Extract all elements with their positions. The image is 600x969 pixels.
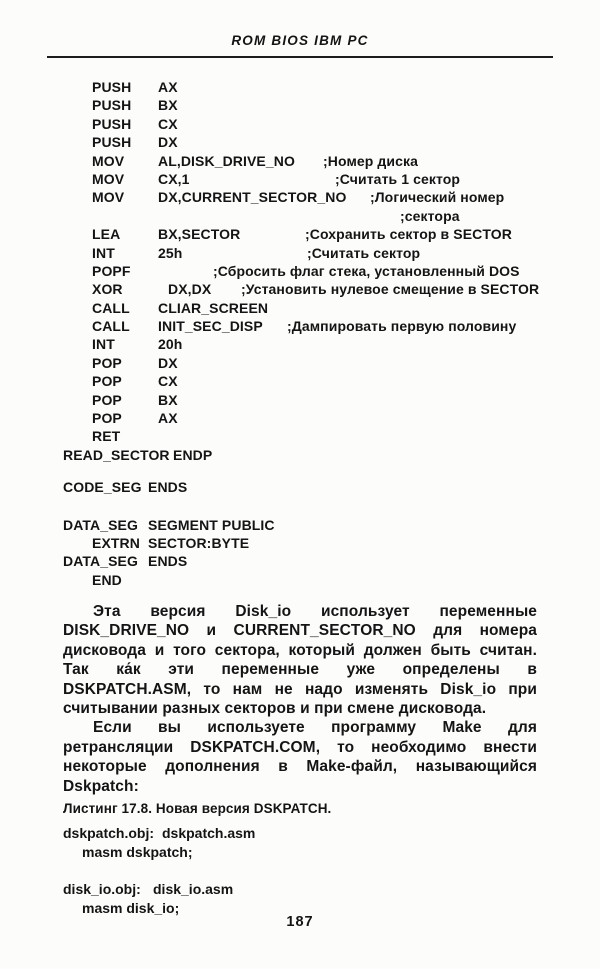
assembler-mnemonic: PUSH <box>92 97 132 114</box>
make-command: masm dskpatch; <box>82 844 193 860</box>
make-target: disk_io.obj: <box>63 881 141 897</box>
code-line <box>63 427 563 445</box>
code-line <box>63 115 563 133</box>
code-line <box>63 534 563 552</box>
assembler-directive: END <box>92 571 122 588</box>
makefile-listing <box>63 824 537 918</box>
page-number: 187 <box>286 914 314 930</box>
make-rule-line <box>63 824 537 843</box>
assembler-mnemonic: LEA <box>92 226 121 243</box>
body-text <box>63 602 537 796</box>
assembler-mnemonic: MOV <box>92 170 125 187</box>
assembler-mnemonic: POP <box>92 354 122 371</box>
assembler-directive: ENDP <box>173 446 213 463</box>
code-line <box>63 391 563 409</box>
code-line <box>63 152 563 170</box>
code-line <box>63 446 563 464</box>
segment-label: DATA_SEG <box>63 553 138 570</box>
code-line <box>63 335 563 353</box>
paragraph-line: Эта версия Disk_io использует переменные <box>93 603 537 620</box>
code-line <box>63 354 563 372</box>
assembler-mnemonic: XOR <box>92 281 123 298</box>
assembler-operand: BX,SECTOR <box>158 226 241 243</box>
assembler-operand: CX <box>158 373 178 390</box>
code-line <box>63 409 563 427</box>
code-line <box>63 317 563 335</box>
code-line <box>63 571 563 589</box>
assembler-operand: SECTOR:BYTE <box>148 534 250 551</box>
paragraph-line: DISK_DRIVE_NO и CURRENT_SECTOR_NO для номера <box>63 622 537 640</box>
assembler-operand: 20h <box>158 336 183 353</box>
assembler-mnemonic: PUSH <box>92 115 132 132</box>
assembler-operand: BX <box>158 391 178 408</box>
segment-label: DATA_SEG <box>63 516 138 533</box>
make-target: dskpatch.obj: <box>63 825 155 841</box>
assembler-operand: CX,1 <box>158 170 190 187</box>
assembler-mnemonic: EXTRN <box>92 534 140 551</box>
assembler-directive: SEGMENT PUBLIC <box>148 516 275 533</box>
assembler-operand: DX,CURRENT_SECTOR_NO <box>158 189 347 206</box>
code-line <box>63 299 563 317</box>
blank-line <box>63 862 537 880</box>
segment-label: CODE_SEG <box>63 479 142 496</box>
assembler-operand: AL,DISK_DRIVE_NO <box>158 152 295 169</box>
assembler-mnemonic: INT <box>92 336 115 353</box>
code-line <box>63 133 563 151</box>
assembler-directive: ENDS <box>148 479 188 496</box>
assembler-operand: AX <box>158 79 178 95</box>
paragraph-line: считывании разных секторов и при смене дисковода. <box>63 699 487 717</box>
assembler-comment: ;Установить нулевое смещение в SECTOR <box>241 281 540 298</box>
code-line <box>63 262 563 280</box>
assembler-operand: CLIAR_SCREEN <box>158 299 269 316</box>
paragraph-line: Так ка́к эти переменные уже определены в <box>63 661 537 679</box>
code-line <box>63 225 563 243</box>
procedure-label: READ_SECTOR <box>63 446 170 463</box>
blank-line <box>63 497 563 516</box>
paragraph-line: дисковода и того сектора, который должен быть считан. <box>63 641 537 659</box>
make-rule-line <box>63 880 537 899</box>
assembler-comment: ;Логический номер <box>370 189 505 206</box>
code-line <box>63 78 563 96</box>
make-dependency: disk_io.asm <box>153 881 234 897</box>
assembler-operand: DX,DX <box>168 281 212 298</box>
assembler-comment: ;Дампировать первую половину <box>287 318 517 335</box>
paragraph-line: некоторые дополнения в Make-файл, называющийся <box>63 758 537 776</box>
code-line <box>63 188 563 206</box>
code-line <box>63 244 563 262</box>
make-command: masm disk_io; <box>82 900 180 916</box>
assembler-mnemonic: INT <box>92 244 115 261</box>
assembler-operand: AX <box>158 410 178 427</box>
code-line <box>63 170 563 188</box>
header-rule <box>47 56 553 58</box>
running-header: ROM BIOS IBM PC <box>231 33 369 48</box>
assembler-comment: ;сектора <box>400 207 460 224</box>
assembler-mnemonic: POPF <box>92 262 131 279</box>
assembler-comment: ;Считать сектор <box>307 244 421 261</box>
assembly-listing <box>63 78 563 589</box>
assembler-mnemonic: POP <box>92 391 122 408</box>
assembler-mnemonic: CALL <box>92 299 130 316</box>
assembler-operand: DX <box>158 354 178 371</box>
make-command-line <box>63 843 537 862</box>
assembler-operand: 25h <box>158 244 183 261</box>
assembler-operand: DX <box>158 134 178 151</box>
assembler-operand: INIT_SEC_DISP <box>158 318 263 335</box>
paragraph-line: DSKPATCH.ASM, то нам не надо изменять Disk_io при <box>63 680 537 698</box>
code-line <box>63 478 563 496</box>
paragraph-line: Dskpatch: <box>63 777 139 795</box>
blank-line <box>63 464 563 478</box>
assembler-mnemonic: CALL <box>92 318 130 335</box>
assembler-comment: ;Номер диска <box>323 152 418 169</box>
code-line <box>63 96 563 114</box>
assembler-mnemonic: PUSH <box>92 79 132 95</box>
assembler-operand: CX <box>158 115 178 132</box>
assembler-mnemonic: MOV <box>92 152 125 169</box>
assembler-mnemonic: POP <box>92 410 122 427</box>
assembler-directive: ENDS <box>148 553 188 570</box>
assembler-mnemonic: MOV <box>92 189 125 206</box>
assembler-mnemonic: PUSH <box>92 134 132 151</box>
paragraph-line: Если вы используете программу Make для <box>93 719 537 737</box>
code-line <box>63 280 563 298</box>
assembler-mnemonic: RET <box>92 428 121 445</box>
assembler-mnemonic: POP <box>92 373 122 390</box>
assembler-comment: ;Сохранить сектор в SECTOR <box>305 226 512 243</box>
listing-caption: Листинг 17.8. Новая версия DSKPATCH. <box>63 801 332 816</box>
make-dependency: dskpatch.asm <box>162 825 256 841</box>
code-line <box>63 372 563 390</box>
assembler-comment: ;Считать 1 сектор <box>335 170 461 187</box>
assembler-comment: ;Сбросить флаг стека, установленный DOS <box>213 262 520 279</box>
assembler-operand: BX <box>158 97 178 114</box>
code-line <box>63 552 563 570</box>
code-line <box>63 516 563 534</box>
code-line <box>63 207 563 225</box>
paragraph-line: ретрансляции DSKPATCH.COM, то необходимо внести <box>63 738 537 756</box>
